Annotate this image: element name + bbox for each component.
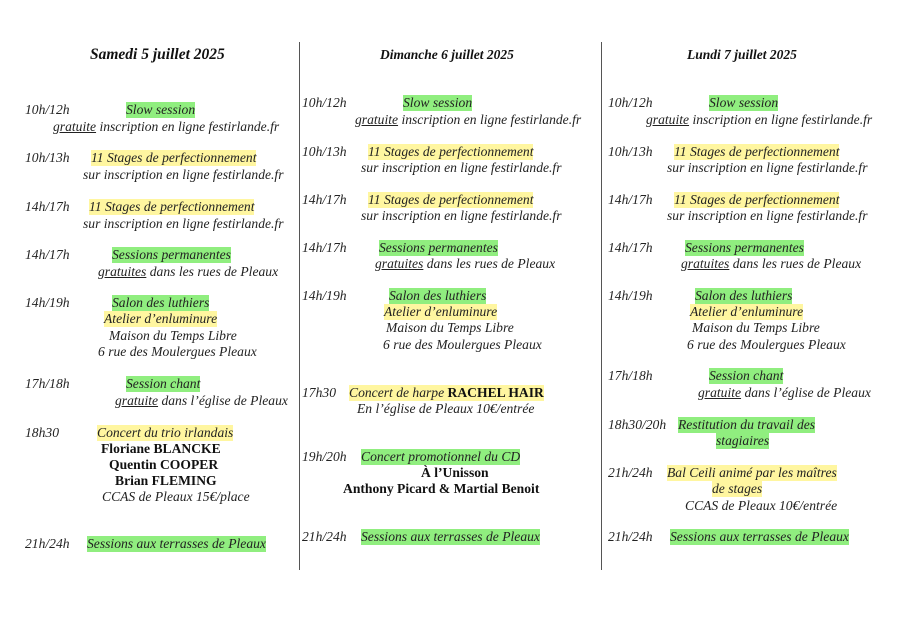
event-time: 18h30/20h	[608, 417, 667, 432]
performer-name: RACHEL HAIR	[447, 385, 544, 400]
event-detail	[53, 119, 279, 135]
event-time: 14h/17h	[25, 199, 70, 214]
performer-name: Quentin COOPER	[109, 457, 219, 472]
event-name: Session chant	[709, 368, 784, 383]
event-detail: sur inscription en ligne festirlande.fr	[667, 160, 868, 175]
free-label: gratuite	[115, 393, 159, 408]
event-detail: sur inscription en ligne festirlande.fr	[83, 216, 284, 231]
event-name-2: Atelier d’enluminure	[104, 311, 218, 326]
event-name-2: Atelier d’enluminure	[384, 304, 498, 319]
event-detail: CCAS de Pleaux 10€/entrée	[685, 498, 838, 513]
event-time: 14h/17h	[302, 192, 347, 207]
free-label: gratuites	[681, 256, 730, 271]
event-name: Session chant	[126, 376, 201, 391]
day-column-monday	[601, 0, 900, 633]
event-name: 11 Stages de perfectionnement	[89, 199, 255, 214]
event-time: 21h/24h	[25, 536, 70, 551]
free-label: gratuite	[355, 112, 399, 127]
day-column-saturday	[0, 0, 299, 633]
event-time: 21h/24h	[302, 529, 347, 544]
event-detail: sur inscription en ligne festirlande.fr	[83, 167, 284, 182]
event-detail: CCAS de Pleaux 15€/place	[102, 489, 250, 504]
event-name: Slow session	[126, 102, 196, 117]
event-time: 10h/12h	[302, 95, 347, 110]
event-name-2: Atelier d’enluminure	[690, 304, 804, 319]
event-detail	[375, 256, 555, 272]
event-detail: sur inscription en ligne festirlande.fr	[361, 208, 562, 223]
event-time: 10h/12h	[608, 95, 653, 110]
event-time: 19h/20h	[302, 449, 347, 464]
event-detail	[698, 385, 871, 401]
event-name: Sessions aux terrasses de Pleaux	[87, 536, 266, 551]
detail-text: inscription en ligne festirlande.fr	[398, 112, 582, 127]
event-name: Sessions permanentes	[379, 240, 498, 255]
free-label: gratuite	[646, 112, 690, 127]
event-detail: En l’église de Pleaux 10€/entrée	[357, 401, 535, 416]
event-detail-2: 6 rue des Moulergues Pleaux	[687, 337, 846, 352]
event-time: 17h30	[302, 385, 336, 400]
event-name: 11 Stages de perfectionnement	[91, 150, 257, 165]
free-label: gratuites	[98, 264, 147, 279]
event-detail	[646, 112, 872, 128]
event-name: Sessions permanentes	[685, 240, 804, 255]
event-name: Sessions permanentes	[112, 247, 231, 262]
detail-text: inscription en ligne festirlande.fr	[96, 119, 280, 134]
event-detail-2: 6 rue des Moulergues Pleaux	[383, 337, 542, 352]
event-time: 17h/18h	[25, 376, 70, 391]
event-name: 11 Stages de perfectionnement	[368, 192, 534, 207]
event-detail: Maison du Temps Libre	[386, 320, 514, 335]
event-time: 14h/17h	[608, 192, 653, 207]
event-name: 11 Stages de perfectionnement	[368, 144, 534, 159]
event-name: Restitution du travail des	[678, 417, 816, 432]
day-title: Lundi 7 juillet 2025	[687, 47, 797, 62]
free-label: gratuite	[698, 385, 742, 400]
event-time: 14h/19h	[25, 295, 70, 310]
free-label: gratuite	[53, 119, 97, 134]
event-name: Slow session	[403, 95, 473, 110]
event-detail: Maison du Temps Libre	[109, 328, 237, 343]
event-detail: sur inscription en ligne festirlande.fr	[361, 160, 562, 175]
event-name-text: Concert de harpe	[349, 385, 448, 400]
event-name: Slow session	[709, 95, 779, 110]
day-column-sunday	[299, 0, 601, 633]
detail-text: inscription en ligne festirlande.fr	[689, 112, 873, 127]
event-name: Salon des luthiers	[389, 288, 487, 303]
event-name: Salon des luthiers	[695, 288, 793, 303]
event-time: 10h/13h	[302, 144, 347, 159]
event-detail-2: 6 rue des Moulergues Pleaux	[98, 344, 257, 359]
performer-name: Brian FLEMING	[115, 473, 217, 488]
event-time: 10h/13h	[608, 144, 653, 159]
detail-text: dans les rues de Pleaux	[146, 264, 279, 279]
event-name: Sessions aux terrasses de Pleaux	[670, 529, 849, 544]
event-name: 11 Stages de perfectionnement	[674, 144, 840, 159]
performer-name: Anthony Picard & Martial Benoit	[343, 481, 540, 496]
performer-name: À l’Unisson	[421, 465, 489, 480]
detail-text: dans l’église de Pleaux	[741, 385, 871, 400]
free-label: gratuites	[375, 256, 424, 271]
event-detail: sur inscription en ligne festirlande.fr	[667, 208, 868, 223]
event-time: 21h/24h	[608, 529, 653, 544]
event-time: 10h/12h	[25, 102, 70, 117]
event-time: 14h/17h	[608, 240, 653, 255]
event-time: 14h/19h	[608, 288, 653, 303]
event-detail: Maison du Temps Libre	[692, 320, 820, 335]
event-name	[349, 385, 544, 401]
event-detail	[681, 256, 861, 272]
event-name: Sessions aux terrasses de Pleaux	[361, 529, 540, 544]
event-time: 10h/13h	[25, 150, 70, 165]
event-time: 14h/17h	[25, 247, 70, 262]
day-title: Dimanche 6 juillet 2025	[380, 47, 514, 62]
detail-text: dans l’église de Pleaux	[158, 393, 288, 408]
detail-text: dans les rues de Pleaux	[423, 256, 556, 271]
event-name: Concert promotionnel du CD	[361, 449, 521, 464]
event-time: 14h/19h	[302, 288, 347, 303]
event-name: Bal Ceili animé par les maîtres	[667, 465, 837, 480]
event-time: 21h/24h	[608, 465, 653, 480]
event-name-2: de stages	[712, 481, 763, 496]
event-name: Concert du trio irlandais	[97, 425, 234, 440]
event-detail	[98, 264, 278, 280]
event-time: 18h30	[25, 425, 59, 440]
event-name-2: stagiaires	[716, 433, 770, 448]
performer-name: Floriane BLANCKE	[101, 441, 221, 456]
event-name: 11 Stages de perfectionnement	[674, 192, 840, 207]
event-time: 14h/17h	[302, 240, 347, 255]
event-time: 17h/18h	[608, 368, 653, 383]
event-detail	[355, 112, 581, 128]
event-detail	[115, 393, 288, 409]
day-title: Samedi 5 juillet 2025	[90, 46, 225, 63]
event-name: Salon des luthiers	[112, 295, 210, 310]
detail-text: dans les rues de Pleaux	[729, 256, 862, 271]
